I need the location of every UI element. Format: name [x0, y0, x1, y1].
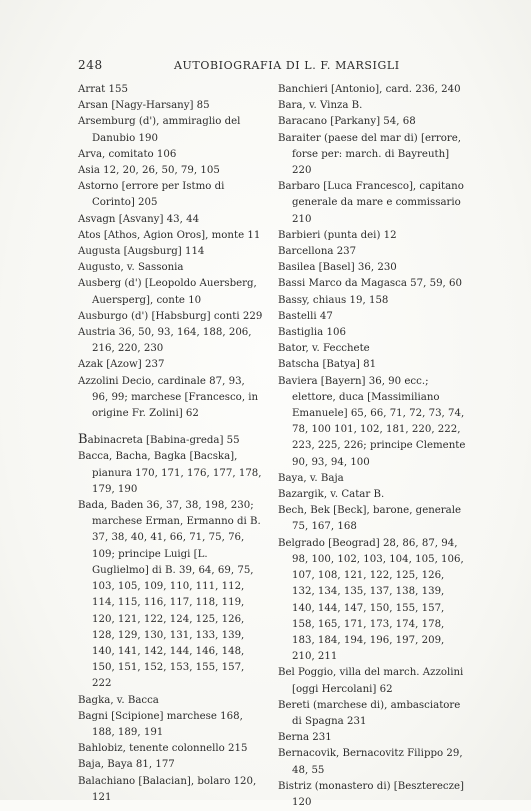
index-entry: Balachiano [Balacian], bolaro 120, 121 — [78, 775, 257, 803]
index-entry: Barcellona 237 — [278, 246, 357, 258]
index-entry: Bada, Baden 36, 37, 38, 198, 230; marchese Erman, Ermanno di B. 37, 38, 40, 41, 66, 71, 75, 76, 109; principe Luigi [L. Guglielmo] di B. 39, 64, 69, 75, 103, 105, 109, 110, 111, 112, 114, 115, 116, 117, 118, 119, 120, 121, 122, 124, 125, 126, 128, 129, 130, 131, 133, 139, 140, 141, 142, 144, 146, 148, 150, 151, 152, 153, 155, 157, 222 — [78, 500, 261, 690]
index-entry: Baja, Baya 81, 177 — [78, 759, 175, 771]
index-column-left — [78, 82, 263, 806]
index-entry: Augusto, v. Sassonia — [78, 262, 184, 274]
index-entry: Bazargik, v. Catar B. — [278, 489, 385, 501]
index-column-right — [278, 82, 466, 811]
index-entry: Bahlobiz, tenente colonnello 215 — [78, 743, 248, 755]
index-entry: Baraiter (paese del mar di) [errore, forse per: march. di Bayreuth] 220 — [278, 132, 461, 177]
page-header — [78, 58, 462, 74]
index-entry: Azzolini Decio, cardinale 87, 93, 96, 99; marchese [Francesco, in origine Fr. Zolini] 62 — [78, 375, 259, 420]
index-entry: Bastiglia 106 — [278, 327, 346, 339]
index-entry: Barbaro [Luca Francesco], capitano generale da mare e commissario 210 — [278, 181, 464, 225]
index-entry: Batscha [Batya] 81 — [278, 359, 377, 371]
index-entry: Bistriz (monastero di) [Beszterecze] 120 — [278, 780, 464, 808]
index-entry: Ausberg (d') [Leopoldo Auersberg, Auersperg], conte 10 — [78, 278, 257, 306]
index-entry: Arsan [Nagy-Harsany] 85 — [78, 100, 210, 112]
index-entry: Bastelli 47 — [278, 310, 333, 322]
index-entry: Babinacreta [Babina-greda] 55 — [78, 432, 240, 448]
index-entry: Bel Poggio, villa del march. Azzolini [oggi Hercolani] 62 — [278, 667, 464, 695]
index-entry: Bagni [Scipione] marchese 168, 188, 189, 191 — [78, 710, 243, 738]
index-entry: Arsemburg (d'), ammiraglio del Danubio 190 — [78, 116, 241, 144]
index-entry: Banchieri [Antonio], card. 236, 240 — [278, 84, 461, 95]
index-entry: Baracano [Parkany] 54, 68 — [278, 116, 416, 128]
index-entry: Bator, v. Fecchete — [278, 343, 370, 355]
index-entry: Bassy, chiaus 19, 158 — [278, 294, 389, 306]
index-entry: Asvagn [Asvany] 43, 44 — [78, 213, 200, 225]
section-gap — [78, 422, 263, 432]
index-entry: Bacca, Bacha, Bagka [Bacska], pianura 170, 171, 176, 177, 178, 179, 190 — [78, 451, 262, 495]
index-entry: Austria 36, 50, 93, 164, 188, 206, 216, 220, 230 — [78, 327, 252, 355]
index-entry: Azak [Azow] 237 — [78, 359, 165, 371]
index-entry: Augusta [Augsburg] 114 — [78, 246, 205, 258]
index-entry: Belgrado [Beograd] 28, 86, 87, 94, 98, 100, 102, 103, 104, 105, 106, 107, 108, 121, 122, 125, 126, 132, 134, 135, 137, 138, 139, 140, 144, 147, 150, 155, 157, 158, 165, 171, 173, 174, 178, 183, 184, 194, 196, 197, 209, 210, 211 — [278, 537, 464, 663]
index-entry: Arrat 155 — [78, 84, 128, 95]
index-entry: Ausburgo (d') [Habsburg] conti 229 — [78, 310, 263, 322]
index-entry: Astorno [errore per Istmo di Corinto] 205 — [78, 181, 225, 209]
index-entry: Asia 12, 20, 26, 50, 79, 105 — [78, 165, 220, 177]
index-entry: Bassi Marco da Magasca 57, 59, 60 — [278, 278, 462, 290]
index-entry: Arva, comitato 106 — [78, 148, 177, 160]
index-entry: Baya, v. Baja — [278, 472, 344, 484]
index-entry: Bara, v. Vinza B. — [278, 100, 363, 112]
index-entry: Bernacovik, Bernacovitz Filippo 29, 48, 55 — [278, 748, 463, 776]
index-entry: Berna 231 — [278, 732, 332, 744]
index-entry: Bereti (marchese di), ambasciatore di Spagna 231 — [278, 699, 461, 727]
index-entry: Baviera [Bayern] 36, 90 ecc.; elettore, duca [Massimiliano Emanuele] 65, 66, 71, 72, 73, 74, 78, 100 101, 102, 181, 220, 222, 223, 225, 226; principe Clemente 90, 93, 94, 100 — [278, 375, 466, 468]
index-entry: Bagka, v. Bacca — [78, 694, 159, 706]
index-entry: Atos [Athos, Agion Oros], monte 11 — [78, 229, 261, 241]
index-entry: Basilea [Basel] 36, 230 — [278, 262, 397, 274]
index-entry: Bech, Bek [Beck], barone, generale 75, 167, 168 — [278, 505, 462, 533]
index-entry: Barbieri (punta dei) 12 — [278, 229, 397, 241]
page-number: 248 — [78, 58, 103, 72]
running-title: AUTOBIOGRAFIA DI L. F. MARSIGLI — [174, 59, 400, 72]
